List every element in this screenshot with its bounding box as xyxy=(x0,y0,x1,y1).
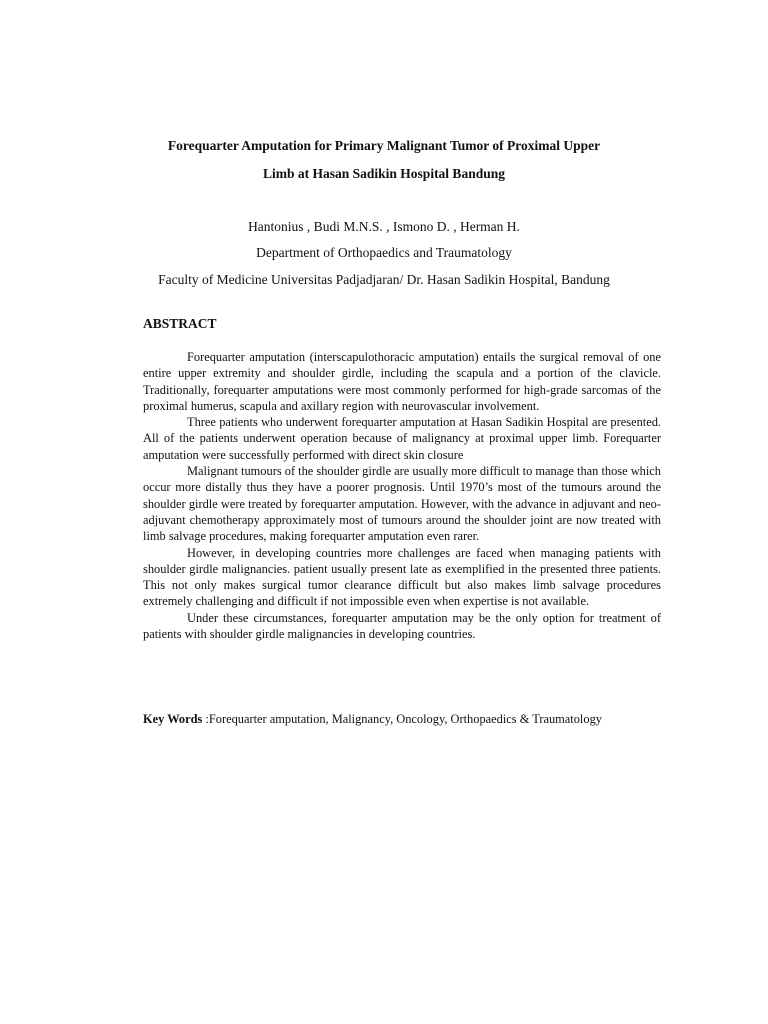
abstract-paragraph: Three patients who underwent forequarter amputation at Hasan Sadikin Hospital are presented. All of the patients underwent operation because of malignancy at proximal upper limb. Forequarter amputation were successfully performed with direct skin closure xyxy=(143,415,661,462)
author-list: Hantonius , Budi M.N.S. , Ismono D. , Herman H. xyxy=(248,219,520,234)
paper-title-line-1: Forequarter Amputation for Primary Malignant Tumor of Proximal Upper xyxy=(167,138,601,153)
abstract-body xyxy=(143,349,661,642)
keywords-text: :Forequarter amputation, Malignancy, Oncology, Orthopaedics & Traumatology xyxy=(202,712,602,726)
abstract-paragraph: Forequarter amputation (interscapulothoracic amputation) entails the surgical removal of one entire upper extremity and shoulder girdle, including the scapula and a portion of the clavicle. Traditionally, forequarter amputations were most commonly performed for high-grade sarcomas of the proximal humerus, scapula and axillary region with neurovascular involvement. xyxy=(143,350,661,413)
abstract-paragraph: Under these circumstances, forequarter amputation may be the only option for treatment of patients with shoulder girdle malignancies in developing countries. xyxy=(143,610,661,642)
department-affiliation: Department of Orthopaedics and Traumatology xyxy=(256,245,512,260)
abstract-paragraph: Malignant tumours of the shoulder girdle are usually more difficult to manage than those which occur more distally thus they have a poorer prognosis. Until 1970’s most of the tumours around the shoulder girdle were treated by forequarter amputation. However, with the advance in adjuvant and neo-adjuvant chemotherapy approximately most of tumours around the shoulder joint are now treated with limb salvage procedures, making forequarter amputation even rarer. xyxy=(143,464,661,544)
paper-title-line-2: Limb at Hasan Sadikin Hospital Bandung xyxy=(263,166,505,181)
abstract-paragraph: However, in developing countries more challenges are faced when managing patients with shoulder girdle malignancies. patient usually present late as exemplified in the presented three patients. This not only makes surgical tumor clearance difficult but also makes limb salvage procedures extremely challenging and difficult if not impossible even when expertise is not available. xyxy=(143,545,661,609)
keywords-line xyxy=(143,711,703,727)
faculty-affiliation: Faculty of Medicine Universitas Padjadjaran/ Dr. Hasan Sadikin Hospital, Bandung xyxy=(158,272,610,287)
keywords-label: Key Words xyxy=(143,712,203,726)
abstract-heading: ABSTRACT xyxy=(143,316,217,331)
